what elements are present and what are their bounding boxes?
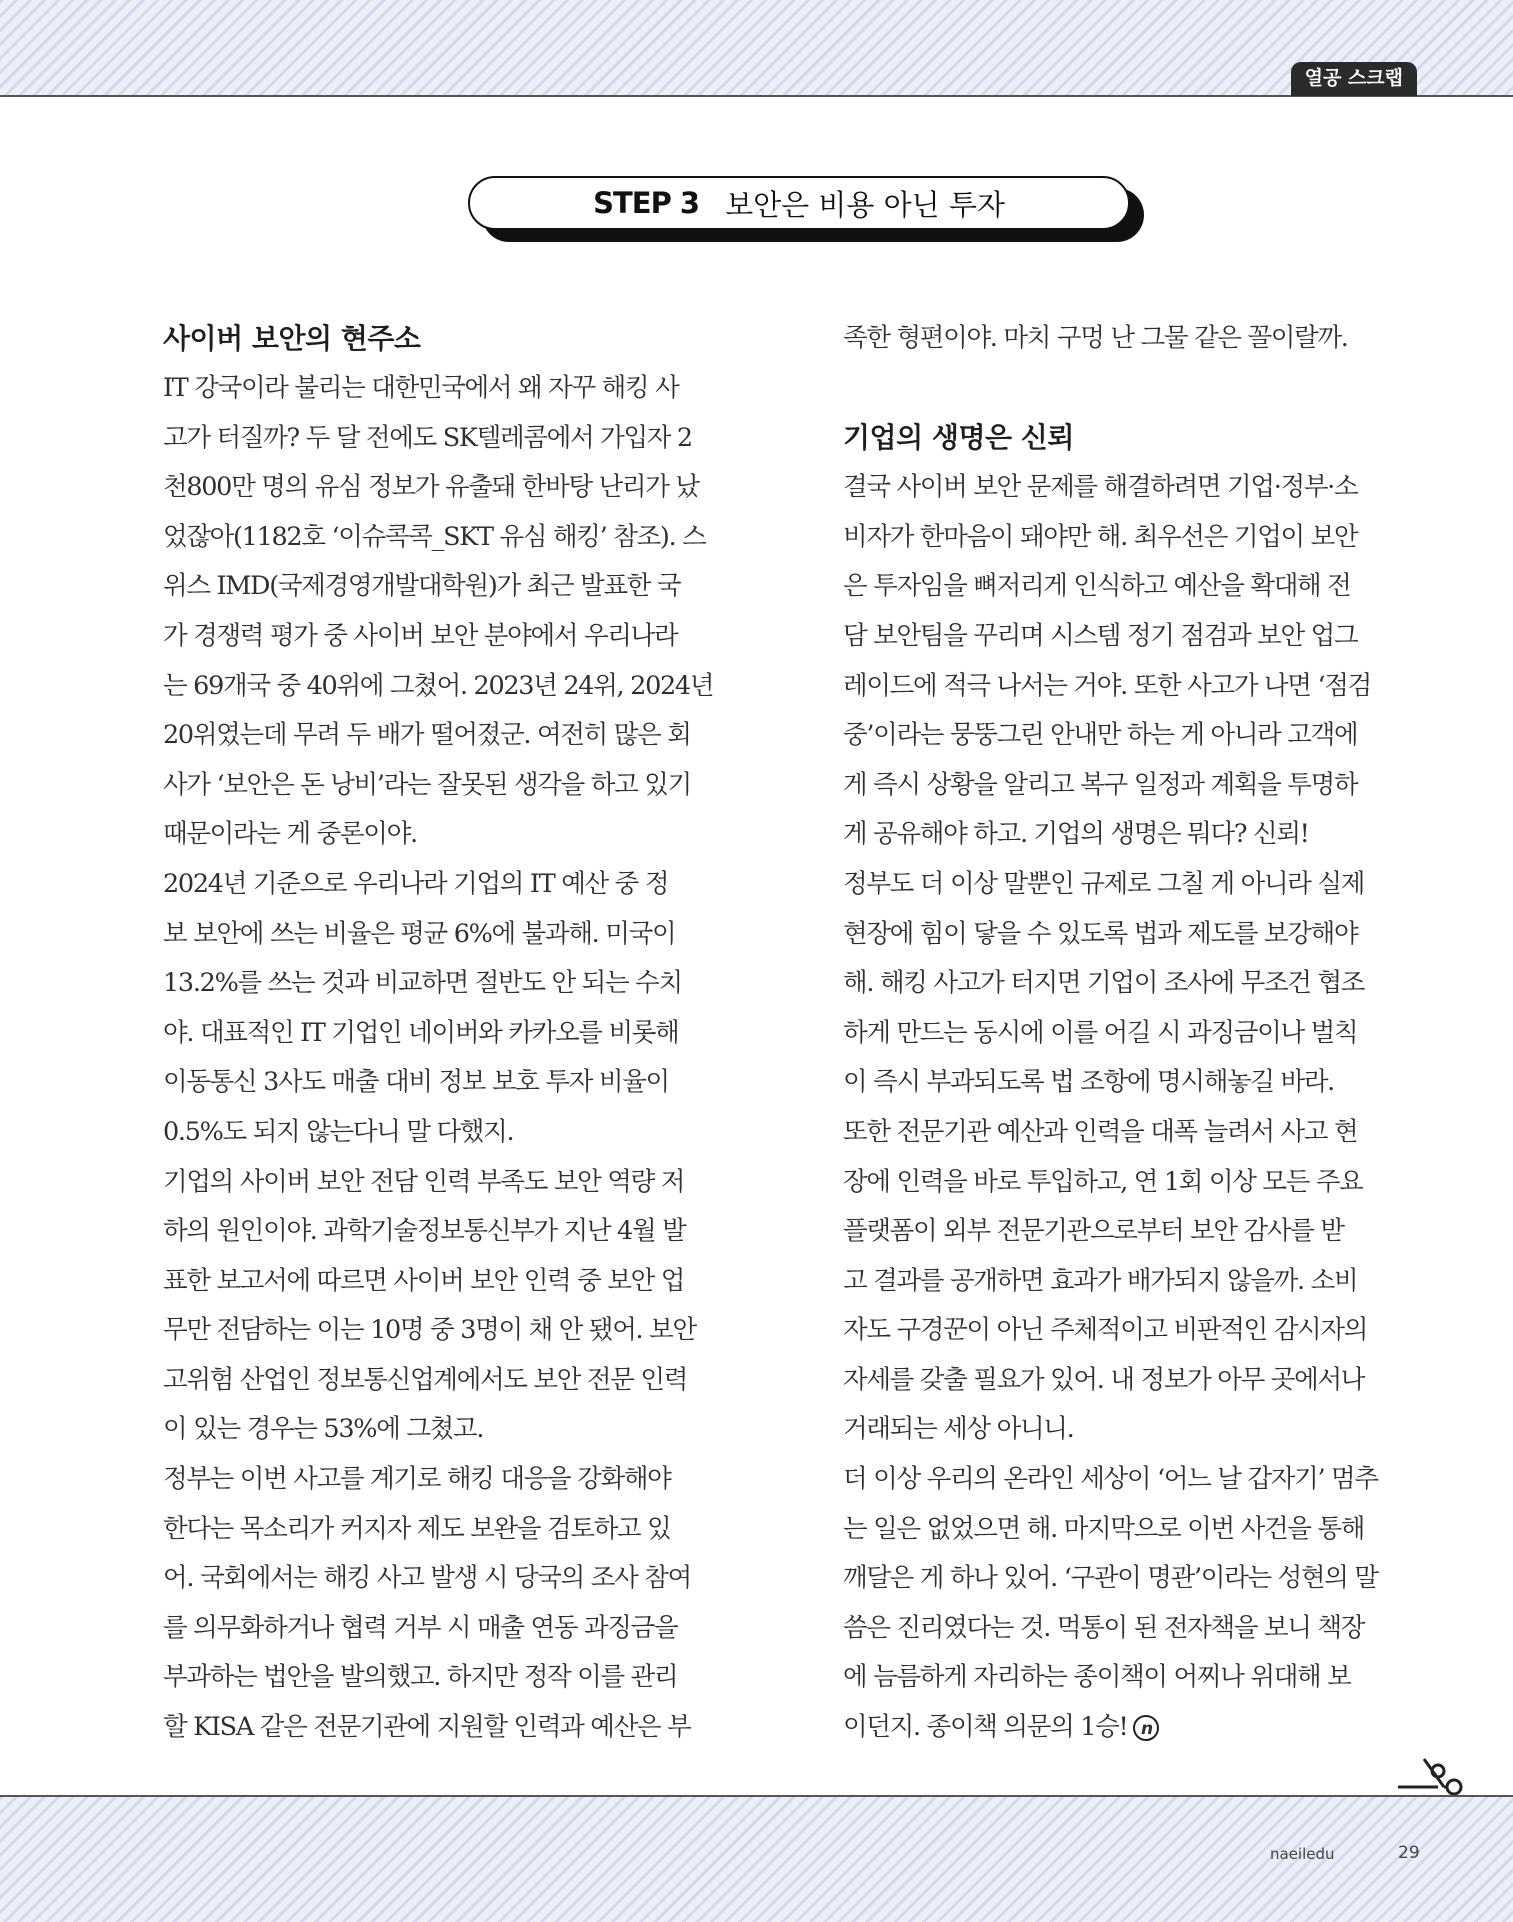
body-line: 하의 원인이야. 과학기술정보통신부가 지난 4월 발 — [163, 1216, 686, 1247]
step-label: STEP 3 — [593, 186, 700, 220]
body-line-last — [843, 1703, 1418, 1753]
body-line: 이 즉시 부과되도록 법 조항에 명시해놓길 바라. — [843, 1067, 1334, 1098]
step-banner-pill — [468, 176, 1130, 230]
section-heading: 사이버 보안의 현주소 — [163, 322, 421, 355]
body-line: 13.2%를 쓰는 것과 비교하면 절반도 안 되는 수치 — [163, 968, 682, 999]
body-line: 가 경쟁력 평가 중 사이버 보안 분야에서 우리나라 — [163, 620, 678, 651]
body-line: 족한 형편이야. 마치 구멍 난 그물 같은 꼴이랄까. — [843, 323, 1348, 353]
body-line: 부과하는 법안을 발의했고. 하지만 정작 이를 관리 — [163, 1662, 678, 1693]
body-line: 고 결과를 공개하면 효과가 배가되지 않을까. 소비 — [843, 1265, 1358, 1296]
scissors-icon — [1394, 1757, 1474, 1797]
last-line-text: 이던지. 종이책 의문의 1승! — [843, 1712, 1128, 1743]
body-line: 게 공유해야 하고. 기업의 생명은 뭐다? 신뢰! — [843, 819, 1309, 850]
body-line: 0.5%도 되지 않는다니 말 다했지. — [163, 1116, 514, 1147]
body-line: 레이드에 적극 나서는 거야. 또한 사고가 나면 ‘점검 — [843, 670, 1371, 701]
body-line: 표한 보고서에 따르면 사이버 보안 인력 중 보안 업 — [163, 1265, 685, 1296]
body-line: 20위였는데 무려 두 배가 떨어졌군. 여전히 많은 회 — [163, 720, 691, 751]
body-line: 현장에 힘이 닿을 수 있도록 법과 제도를 보강해야 — [843, 918, 1358, 949]
body-line: 야. 대표적인 IT 기업인 네이버와 카카오를 비롯해 — [163, 1017, 679, 1048]
body-line: IT 강국이라 불리는 대한민국에서 왜 자꾸 해킹 사 — [163, 373, 679, 403]
body-line: 결국 사이버 보안 문제를 해결하려면 기업·정부·소 — [843, 472, 1358, 503]
body-line: 더 이상 우리의 온라인 세상이 ‘어느 날 갑자기’ 멈추 — [843, 1464, 1378, 1495]
body-line: 정부는 이번 사고를 계기로 해킹 대응을 강화해야 — [163, 1464, 671, 1495]
body-line: 에 늠름하게 자리하는 종이책이 어찌나 위대해 보 — [843, 1662, 1351, 1693]
body-line: 씀은 진리였다는 것. 먹통이 된 전자책을 보니 책장 — [843, 1612, 1365, 1643]
body-line: 비자가 한마음이 돼야만 해. 최우선은 기업이 보안 — [843, 521, 1358, 552]
right-body-text — [843, 463, 1418, 1703]
header-stripe — [0, 0, 1513, 97]
end-mark-icon: n — [1133, 1715, 1159, 1741]
body-line: 는 69개국 중 40위에 그쳤어. 2023년 24위, 2024년 — [163, 670, 714, 701]
section-tab: 열공 스크랩 — [1291, 62, 1417, 96]
body-line: 무만 전담하는 이는 10명 중 3명이 채 안 됐어. 보안 — [163, 1315, 696, 1346]
body-line: 이동통신 3사도 매출 대비 정보 보호 투자 비율이 — [163, 1067, 669, 1098]
body-line: 장에 인력을 바로 투입하고, 연 1회 이상 모든 주요 — [843, 1166, 1363, 1197]
body-line: 위스 IMD(국제경영개발대학원)가 최근 발표한 국 — [163, 571, 681, 602]
step-banner — [468, 176, 1148, 242]
body-line: 중’이라는 뭉뚱그린 안내만 하는 게 아니라 고객에 — [843, 720, 1358, 751]
body-line: 할 KISA 같은 전문기관에 지원할 인력과 예산은 부 — [163, 1712, 691, 1743]
section-heading: 기업의 생명은 신뢰 — [843, 421, 1074, 455]
left-column — [163, 314, 739, 1753]
body-line: 기업의 사이버 보안 전담 인력 부족도 보안 역량 저 — [163, 1166, 685, 1197]
body-line: 어. 국회에서는 해킹 사고 발생 시 당국의 조사 참여 — [163, 1563, 691, 1594]
body-line: 해. 해킹 사고가 터지면 기업이 조사에 무조건 협조 — [843, 968, 1365, 999]
body-line: 게 즉시 상황을 알리고 복구 일정과 계획을 투명하 — [843, 769, 1358, 800]
body-line: 는 일은 없었으면 해. 마지막으로 이번 사건을 통해 — [843, 1513, 1365, 1544]
left-body-text — [163, 364, 739, 1753]
body-line: 깨달은 게 하나 있어. ‘구관이 명관’이라는 성현의 말 — [843, 1563, 1378, 1594]
body-line: 플랫폼이 외부 전문기관으로부터 보안 감사를 받 — [843, 1216, 1344, 1247]
body-line: 보 보안에 쓰는 비율은 평균 6%에 불과해. 미국이 — [163, 918, 676, 949]
body-line: 거래되는 세상 아니니. — [843, 1414, 1074, 1445]
body-line: 이 있는 경우는 53%에 그쳤고. — [163, 1414, 484, 1445]
body-line: 하게 만드는 동시에 이를 어길 시 과징금이나 벌칙 — [843, 1017, 1358, 1048]
footer-brand: naeiledu — [1270, 1845, 1335, 1863]
body-line: 은 투자임을 뼈저리게 인식하고 예산을 확대해 전 — [843, 571, 1351, 602]
page-number: 29 — [1398, 1843, 1420, 1863]
body-line: 담 보안팀을 꾸리며 시스템 정기 점검과 보안 업그 — [843, 620, 1358, 651]
body-line: 또한 전문기관 예산과 인력을 대폭 늘려서 사고 현 — [843, 1116, 1358, 1147]
step-title: 보안은 비용 아닌 투자 — [725, 187, 1005, 222]
body-line: 자도 구경꾼이 아닌 주체적이고 비판적인 감시자의 — [843, 1315, 1368, 1346]
body-line: 사가 ‘보안은 돈 낭비’라는 잘못된 생각을 하고 있기 — [163, 769, 691, 800]
body-line: 자세를 갖출 필요가 있어. 내 정보가 아무 곳에서나 — [843, 1364, 1365, 1395]
body-line: 2024년 기준으로 우리나라 기업의 IT 예산 중 정 — [163, 868, 669, 899]
body-line: 한다는 목소리가 커지자 제도 보완을 검토하고 있 — [163, 1513, 671, 1544]
right-column — [843, 314, 1418, 1753]
body-line: 때문이라는 게 중론이야. — [163, 819, 417, 850]
body-line: 를 의무화하거나 협력 거부 시 매출 연동 과징금을 — [163, 1612, 678, 1643]
body-line: 정부도 더 이상 말뿐인 규제로 그칠 게 아니라 실제 — [843, 868, 1365, 899]
body-line: 었잖아(1182호 ‘이슈콕콕_SKT 유심 해킹’ 참조). 스 — [163, 521, 706, 552]
body-line: 고위험 산업인 정보통신업계에서도 보안 전문 인력 — [163, 1364, 688, 1395]
body-line: 고가 터질까? 두 달 전에도 SK텔레콤에서 가입자 2 — [163, 422, 692, 453]
body-line: 천800만 명의 유심 정보가 유출돼 한바탕 난리가 났 — [163, 472, 699, 503]
paragraph-gap — [843, 364, 1418, 414]
